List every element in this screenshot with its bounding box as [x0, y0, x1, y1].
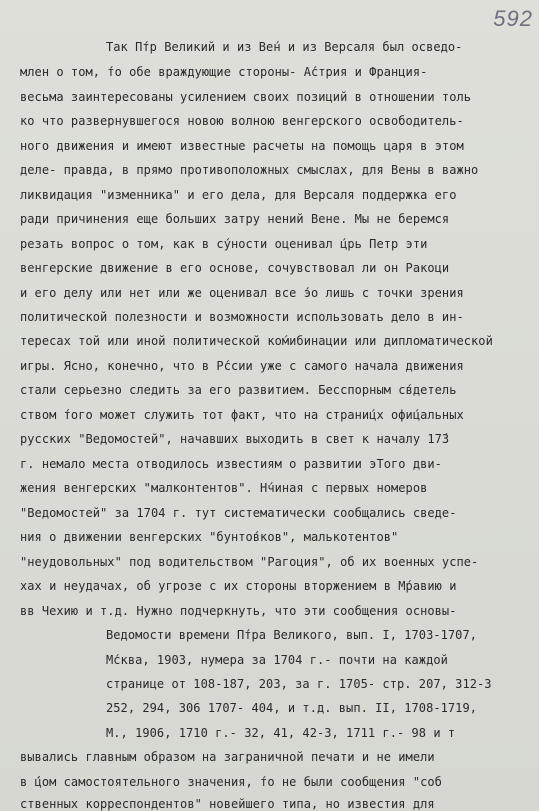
text-line: резать вопрос о том, как в су́ности оценивал ц́рь Петр эти [20, 237, 428, 251]
text-line: ственных корреспондентов" новейшего типа, но известия для [20, 797, 435, 811]
text-line: хах и неудачах, об угрозе с их стороны вторжением в М́равию и [20, 579, 457, 593]
text-line: жения венгерских "малконтентов". Н́чиная с первых номеров [20, 481, 428, 495]
text-line: политической полезности и возможности использовать дело в ин- [20, 310, 464, 324]
text-line: русских "Ведомостей", начавших выходить в свет к началу 17́3 [20, 432, 450, 446]
text-line: ликвидация "изменника" и его дела, для Версаля поддержка его [20, 188, 457, 202]
footnote-line: М́сква, 1903, нумера за 1704 г.- почти на каждой [106, 653, 448, 667]
text-line: Так П́тр Великий и из Вен́ и из Версаля был осведо- [106, 40, 463, 54]
footnote-line: 252, 294, 306 1707- 404, и т.д. вып. II, 1708-1719, [106, 701, 478, 715]
text-line: "Ведомостей" за 1704 г. тут систематически сообщались сведе- [20, 506, 457, 520]
page-number: 592 [493, 6, 533, 31]
text-line: ради причинения еще больших затру нений Вене. Мы не беремся [20, 212, 450, 226]
footnote-line: Ведомости времени П́тра Великого, вып. I, 1703-1707, [106, 628, 478, 642]
text-line: игры. Ясно, конечно, что в Р́ссии уже с самого начала движения [20, 359, 464, 373]
text-line: деле- правда, в прямо противоположных смыслах, для Вены в важно [20, 163, 479, 177]
text-line: ством ́того может служить тот факт, что на страниц́х офиц́альных [20, 408, 464, 422]
text-line: вв Чехию и т.д. Нужно подчеркнуть, что эти сообщения основы- [20, 604, 457, 618]
text-line: ного движения и имеют известные расчеты на помощь царя в этом [20, 139, 464, 153]
text-line: вывались главным образом на заграничной печати и не имели [20, 750, 435, 764]
text-line: г. немало места отводилось известиям о развитии эТого дви- [20, 457, 442, 471]
text-line: тересах той или иной политической ком́ибинации или дипломатической [20, 334, 493, 348]
text-line: млен о том, ́то обе враждующие стороны- А́стрия и Франция- [20, 65, 428, 79]
footnote-line: странице от 108-187, 203, за г. 1705- стр. 207, 312-3 [106, 677, 492, 691]
text-line: ния о движении венгерских "бунтов́ков", малькотентов" [20, 530, 399, 544]
text-line: ко что развернувшегося новою волною венгерского освободитель- [20, 114, 464, 128]
text-line: стали серьезно следить за его развитием. Бесспорным св́детель [20, 383, 457, 397]
text-line: венгерские движение в его основе, сочувствовал ли он Ракоци [20, 261, 450, 275]
text-line: и его делу или нет или же оценивал все э́о лишь с точки зрения [20, 286, 464, 300]
text-line: в ц́́ом самостоятельного значения, ́то не были сообщения "соб [20, 775, 442, 789]
text-line: "неудовольных" под водительством "Рагоция", об их военных успе- [20, 555, 479, 569]
text-line: весьма заинтересованы усилением своих позиций в отношении толь [20, 90, 472, 104]
footnote-line: М., 1906, 1710 г.- 32, 41, 42-3, 1711 г.- 98 и т [106, 726, 456, 740]
